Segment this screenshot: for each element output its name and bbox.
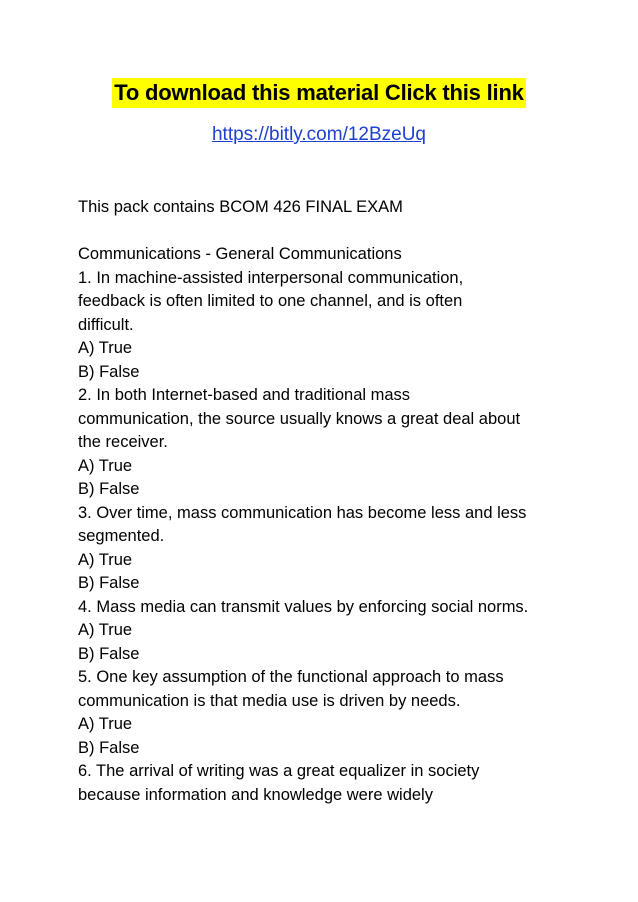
question-line: communication, the source usually knows a great deal about — [78, 409, 521, 428]
question-line: A) True — [78, 715, 133, 733]
question-line: difficult. — [78, 315, 134, 334]
question-line: communication is that media use is driven by needs. — [78, 691, 461, 710]
document-body — [78, 196, 568, 807]
question-line: B) False — [78, 644, 140, 663]
question-line: B) False — [78, 738, 140, 757]
section-heading: Communications - General Communications — [78, 245, 402, 263]
question-line: 2. In both Internet-based and traditional mass — [78, 386, 411, 404]
question-line: 1. In machine-assisted interpersonal communication, — [78, 268, 464, 287]
download-link[interactable]: https://bitly.com/12BzeUq — [211, 124, 427, 145]
intro-text: This pack contains BCOM 426 FINAL EXAM — [78, 198, 403, 216]
question-line: 5. One key assumption of the functional approach to mass — [78, 668, 504, 686]
question-line: because information and knowledge were widely — [78, 785, 433, 804]
question-line: A) True — [78, 456, 133, 475]
spacer — [78, 220, 568, 244]
question-line: A) True — [78, 339, 133, 357]
question-line: feedback is often limited to one channel, and is often — [78, 292, 463, 310]
question-line: A) True — [78, 621, 133, 639]
download-headline: To download this material Click this link — [112, 78, 525, 108]
question-line: B) False — [78, 362, 140, 381]
question-list — [78, 267, 568, 808]
question-line: A) True — [78, 550, 133, 569]
question-line: 3. Over time, mass communication has become less and less — [78, 503, 527, 522]
question-line: the receiver. — [78, 433, 168, 451]
question-line: B) False — [78, 480, 140, 498]
question-line: segmented. — [78, 527, 165, 545]
question-line: 4. Mass media can transmit values by enforcing social norms. — [78, 597, 529, 616]
download-header — [0, 78, 638, 108]
question-line: B) False — [78, 574, 140, 592]
question-line: 6. The arrival of writing was a great equalizer in society — [78, 762, 480, 780]
